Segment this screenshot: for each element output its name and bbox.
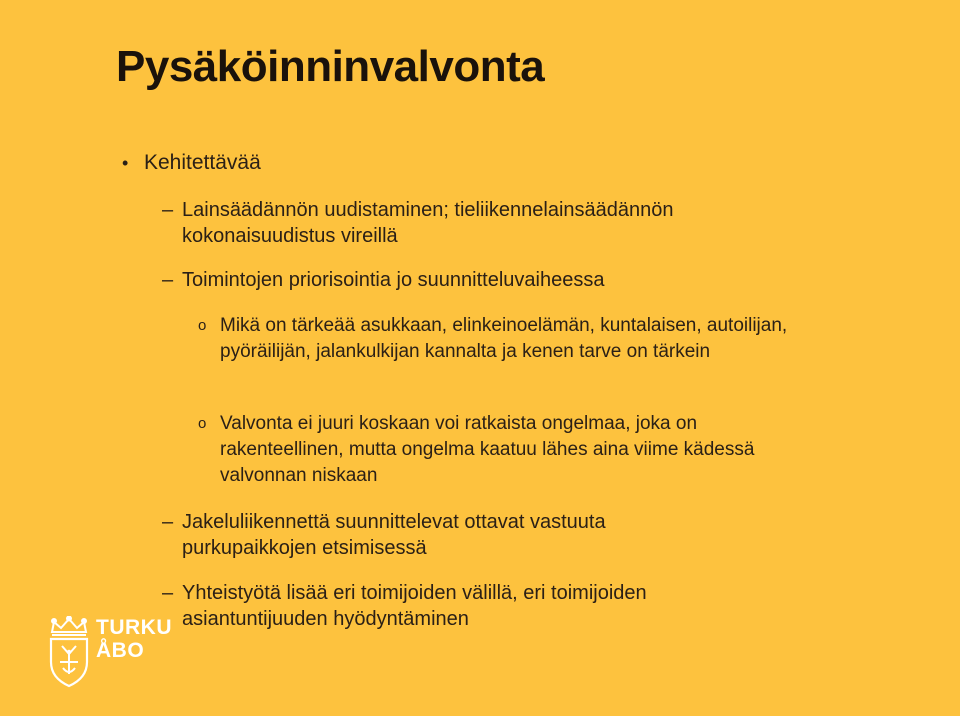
bullet-level1: [122, 151, 261, 175]
sub-bullet-legislation: [162, 197, 802, 249]
bullet-dot: •: [122, 153, 129, 173]
sub-bullet-text: Toimintojen priorisointia jo suunnitteluvaiheessa: [182, 269, 605, 291]
sub-sub-bullet-text: Mikä on tärkeää asukkaan, elinkeinoelämän, kuntalaisen, autoilijan, pyöräilijän, jalankulkijan kannalta ja kenen tarve on tärkein: [220, 315, 788, 362]
ring-marker: o: [198, 415, 207, 432]
logo-wordmark: [96, 616, 172, 662]
sub-sub-bullet-enforcement: [198, 411, 798, 489]
slide-title: Pysäköinninvalvonta: [116, 42, 545, 91]
sub-bullet-text: Lainsäädännön uudistaminen; tieliikennelainsäädännön kokonaisuudistus vireillä: [182, 199, 674, 247]
sub-bullet-delivery-traffic: [162, 509, 802, 561]
dash-marker: –: [162, 199, 174, 221]
sub-bullet-text: Yhteistyötä lisää eri toimijoiden välillä, eri toimijoiden asiantuntijuuden hyödyntäminen: [182, 582, 647, 630]
bullet-level1-text: Kehitettävää: [144, 151, 261, 174]
sub-bullet-text: Jakeluliikennettä suunnittelevat ottavat vastuuta purkupaikkojen etsimisessä: [182, 511, 606, 559]
logo-line-turku: TURKU: [96, 616, 172, 639]
dash-marker: –: [162, 511, 174, 533]
sub-bullet-prioritization: [162, 267, 802, 293]
logo-line-abo: ÅBO: [96, 639, 145, 662]
dash-marker: –: [162, 582, 174, 604]
turku-abo-logo: [48, 616, 188, 688]
coat-of-arms-icon: [48, 616, 90, 688]
ring-marker: o: [198, 317, 207, 334]
sub-bullet-cooperation: [162, 580, 802, 632]
sub-sub-bullet-text: Valvonta ei juuri koskaan voi ratkaista ongelmaa, joka on rakenteellinen, mutta ongelma kaatuu lähes aina viime kädessä valvonnan niskaan: [220, 413, 755, 486]
sub-sub-bullet-importance: [198, 313, 798, 365]
dash-marker: –: [162, 269, 174, 291]
